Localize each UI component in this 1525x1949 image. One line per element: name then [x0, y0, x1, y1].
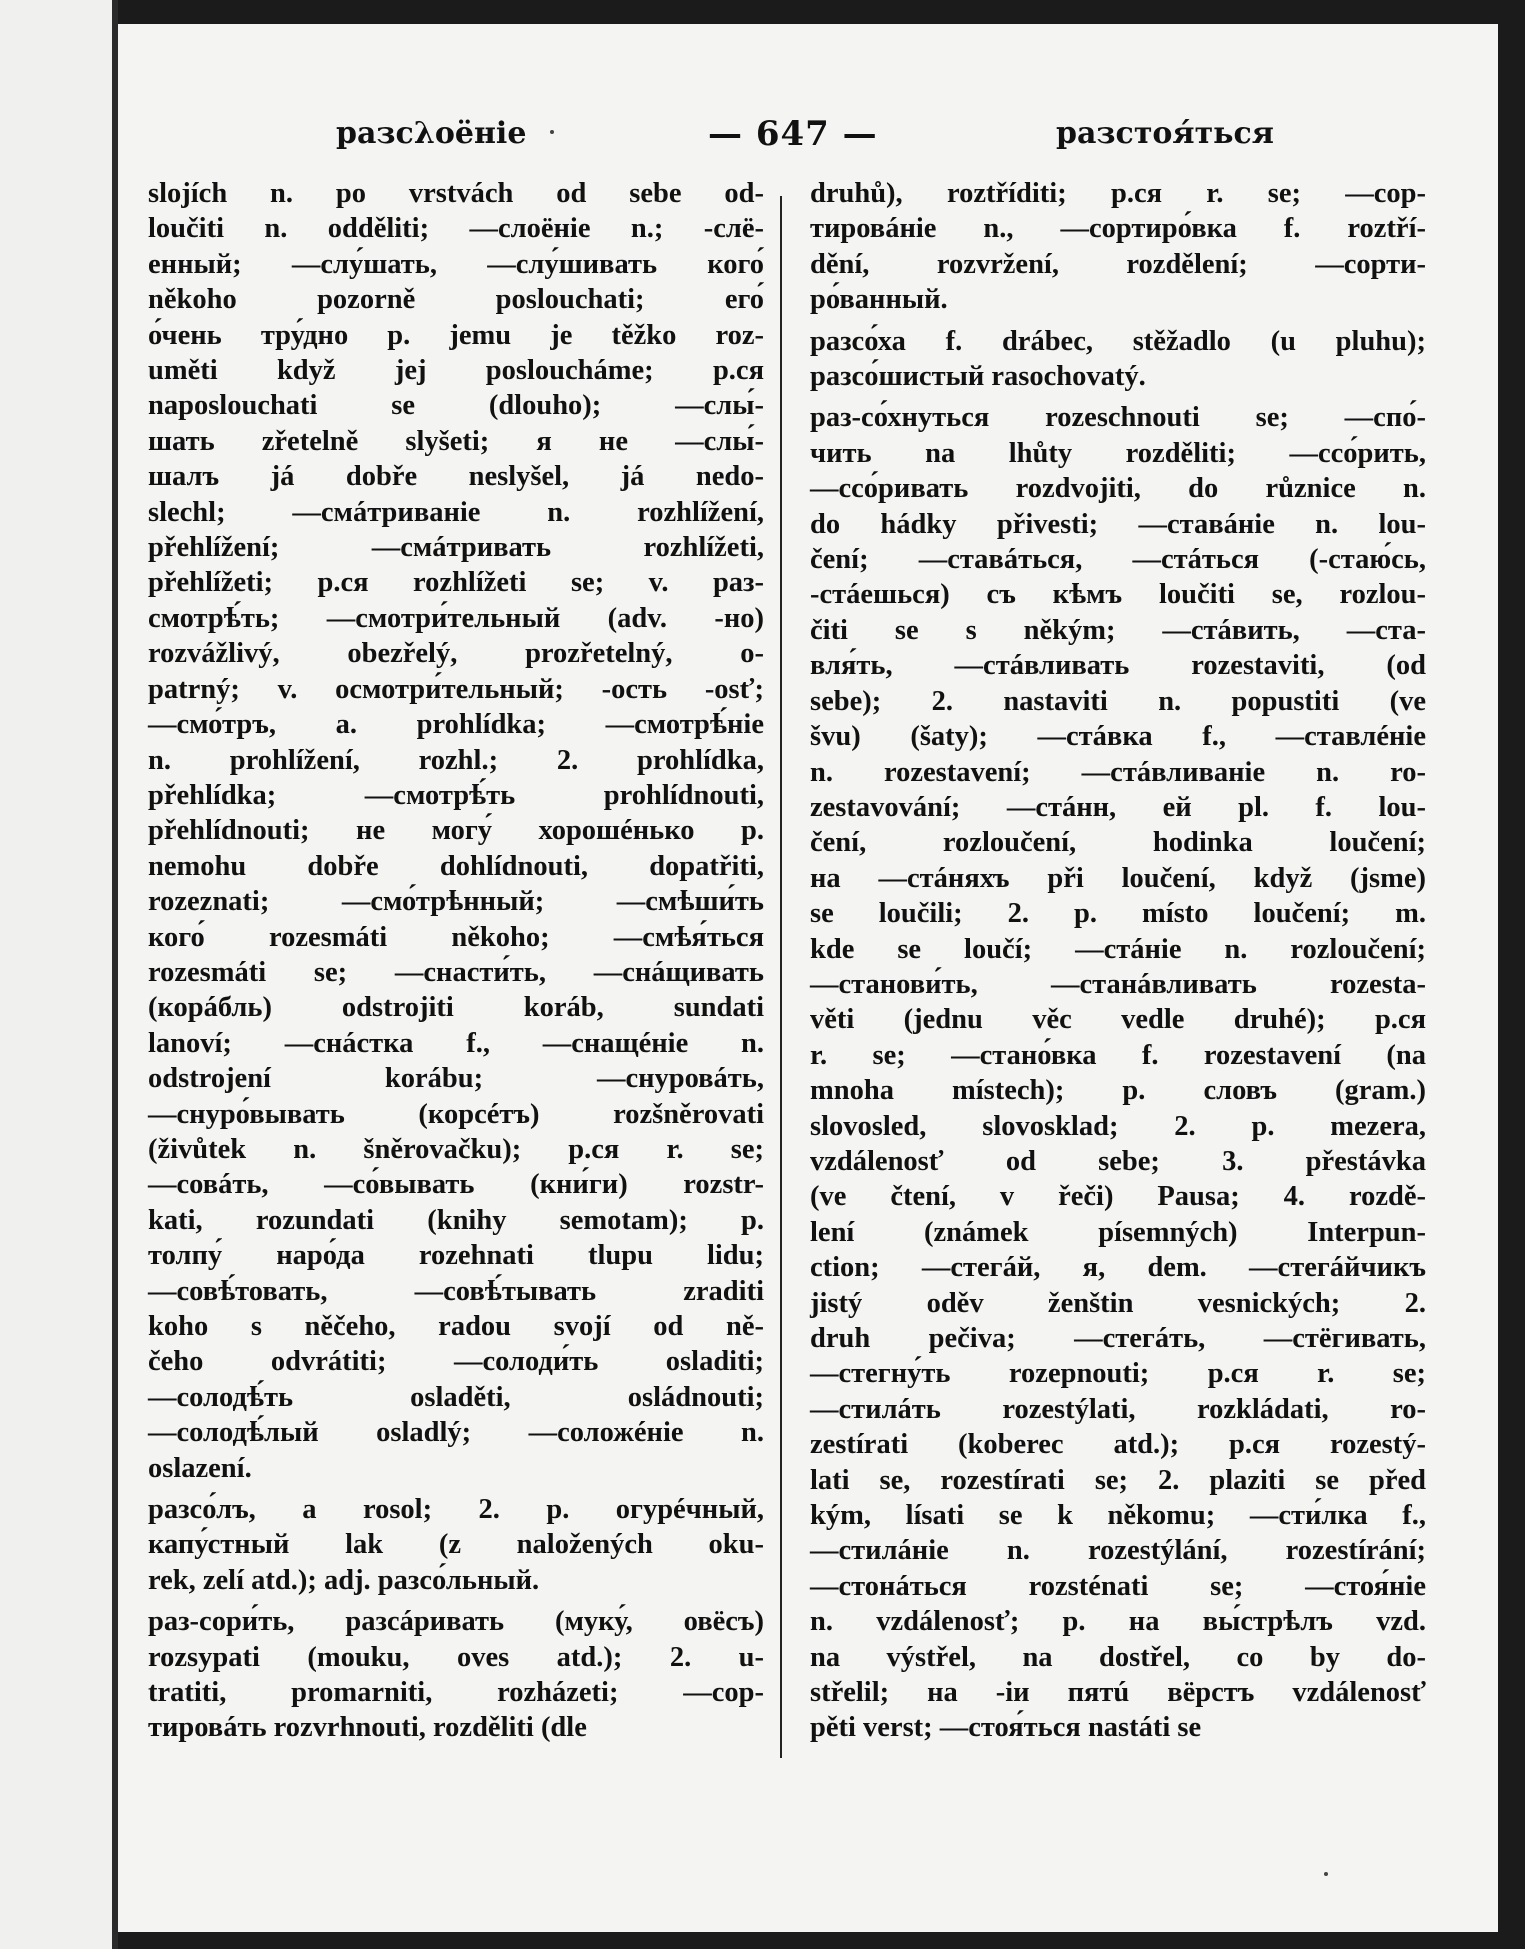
- entry-line: смотрѣ́ть; —смотри́тельный (adv. -но): [148, 602, 764, 634]
- entry-line: koho s něčeho, radou svojí od ně-: [148, 1311, 764, 1342]
- entry-line: (ve čtení, v řeči) Pausa; 4. rozdě-: [810, 1181, 1426, 1213]
- entry-line: odstrojení korábu; —снуровáть,: [148, 1063, 764, 1095]
- entry-line: (živůtek n. šněrovačku); p.ся r. se;: [148, 1133, 764, 1165]
- entry-line: čiti se s někým; —стáвить, —ста-: [810, 614, 1426, 646]
- entry-line: —стилáть rozestýlati, rozkládati, ro-: [810, 1393, 1426, 1425]
- entry-line: pěti verst; —стоя́ться nastáti se: [810, 1712, 1202, 1744]
- entry-line: lati se, rozestírati se; 2. plaziti se před: [810, 1464, 1426, 1496]
- print-speck: [1324, 1872, 1328, 1876]
- entry-line: čení; —ставáться, —стáться (-стаю́сь,: [810, 544, 1426, 576]
- entry-line: —совáть, —со́вывать (кни́ги) rozstr-: [148, 1169, 764, 1201]
- print-speck: [550, 130, 554, 134]
- entry-line: n. prohlížení, rozhl.; 2. prohlídka,: [148, 744, 764, 776]
- left-column: [148, 176, 764, 1752]
- entry-line: slechl; —смáтриваніе n. rozhlížení,: [148, 496, 764, 528]
- entry-line: vzdálenosť od sebe; 3. přestávka: [810, 1145, 1426, 1177]
- entry-line: о́чень тру́дно p. jemu je těžko roz-: [148, 319, 764, 351]
- entry-line: švu) (šaty); —стáвка f., —ставлéніе: [810, 721, 1426, 753]
- entry-line: енный; —слу́шать, —слу́шивать кого́: [148, 248, 764, 280]
- entry-line: —станови́ть, —станáвливать rozesta-: [810, 968, 1426, 1000]
- entry-line: вля́ть, —стáвливать rozestaviti, (od: [810, 650, 1426, 682]
- dictionary-entry: [810, 324, 1426, 395]
- entry-line: přehlížeti; p.ся rozhlížeti se; v. раз-: [148, 567, 764, 599]
- guide-word-right: разстоя́ться: [1056, 116, 1274, 151]
- entry-line: толпу́ наро́да rozehnati tlupu lidu;: [148, 1240, 764, 1272]
- entry-line: věti (jednu věc vedle druhé); p.ся: [810, 1004, 1426, 1036]
- entry-line: разсо́шистый rasochovatý.: [810, 361, 1146, 393]
- entry-line: uměti když jej posloucháme; p.ся: [148, 355, 764, 387]
- entry-line: rek, zelí atd.); adj. разсо́льный.: [148, 1564, 540, 1596]
- dictionary-entry: [148, 1604, 764, 1746]
- entry-line: —стонáться rozsténati se; —стоя́ніе: [810, 1570, 1426, 1602]
- dictionary-entry: [810, 176, 1426, 318]
- entry-line: dění, rozvržení, rozdělení; —сорти-: [810, 248, 1426, 280]
- entry-line: přehlídnouti; не могу́ хорошéнько p.: [148, 815, 764, 847]
- dictionary-entry: [148, 176, 764, 1486]
- page-header: [118, 116, 1498, 166]
- page-number: — 647 —: [708, 114, 878, 154]
- entry-line: раз-со́хнуться rozeschnouti se; —спо́-: [810, 402, 1426, 434]
- facing-page-edge: [0, 0, 118, 1949]
- entry-line: tratiti, promarniti, rozházeti; —сор-: [148, 1677, 764, 1709]
- entry-line: тировáніе n., —сортиро́вка f. roztří-: [810, 213, 1426, 245]
- entry-line: rozsypati (mouku, oves atd.); 2. u-: [148, 1641, 764, 1673]
- entry-line: —солодѣ́лый osladlý; —соложéніе n.: [148, 1417, 764, 1449]
- entry-line: na výstřel, na dostřel, co by do-: [810, 1641, 1426, 1673]
- entry-line: —стилáніе n. rozestýlání, rozestírání;: [810, 1535, 1426, 1567]
- right-column: [810, 176, 1426, 1752]
- entry-line: n. vzdálenosť; p. на вы́стрѣлъ vzd.: [810, 1606, 1426, 1638]
- entry-line: přehlídka; —смотрѣ́ть prohlídnouti,: [148, 779, 764, 811]
- entry-line: тировáть rozvrhnouti, rozděliti (dle: [148, 1712, 587, 1744]
- entry-line: —стегну́ть rozepnouti; p.ся r. se;: [810, 1358, 1426, 1390]
- entry-line: střelil; на -іи пятú вёрстъ vzdálenosť: [810, 1677, 1426, 1709]
- entry-line: ction; —стегáй, я, dem. —стегáйчикъ: [810, 1252, 1426, 1284]
- entry-line: slovosled, slovosklad; 2. p. mezera,: [810, 1110, 1426, 1142]
- entry-line: —смо́тръ, a. prohlídka; —смотрѣ́ніе: [148, 709, 764, 741]
- entry-line: —совѣ́товать, —совѣ́тывать zraditi: [148, 1275, 764, 1307]
- entry-line: oslazení.: [148, 1452, 252, 1484]
- entry-line: (корáбль) odstrojiti koráb, sundati: [148, 992, 764, 1024]
- entry-line: —солодѣ́ть osladěti, osládnouti;: [148, 1381, 764, 1413]
- entry-line: do hádky přivesti; —ставáніе n. lou-: [810, 508, 1426, 540]
- entry-line: lanoví; —снáстка f., —снащéніе n.: [148, 1027, 764, 1059]
- entry-line: nemohu dobře dohlídnouti, dopatřiti,: [148, 850, 764, 882]
- entry-line: n. rozestavení; —стáвливаніе n. ro-: [810, 756, 1426, 788]
- entry-line: на —стáняхъ při loučení, když (jsme): [810, 862, 1426, 894]
- entry-line: čeho odvrátiti; —солоди́ть osladiti;: [148, 1346, 764, 1378]
- entry-line: zestírati (koberec atd.); p.ся rozestý-: [810, 1429, 1426, 1461]
- entry-line: druh pečiva; —стегáть, —стёгивать,: [810, 1323, 1426, 1354]
- entry-line: капу́стный lak (z naložených oku-: [148, 1529, 764, 1561]
- entry-line: шать zřetelně slyšeti; я не —слы́-: [148, 425, 764, 457]
- entry-line: rozvážlivý, obezřelý, prozřetelný, o-: [148, 638, 764, 670]
- entry-line: r. se; —стано́вка f. rozestavení (na: [810, 1039, 1426, 1071]
- dictionary-entry: [148, 1492, 764, 1598]
- entry-line: rozeznati; —смо́трѣнный; —смѣши́ть: [148, 886, 764, 918]
- entry-line: —ссо́ривать rozdvojiti, do různice n.: [810, 473, 1426, 505]
- column-divider: [780, 196, 782, 1758]
- entry-line: кого́ rozesmáti někoho; —смѣя́ться: [148, 921, 764, 953]
- entry-line: ро́ванный.: [810, 284, 948, 316]
- entry-line: loučiti n. odděliti; —слоёніе n.; -слё-: [148, 213, 764, 245]
- entry-line: —снуро́вывать (корсéтъ) rozšněrovati: [148, 1098, 764, 1130]
- entry-line: přehlížení; —смáтривать rozhlížeti,: [148, 532, 764, 564]
- entry-line: rozesmáti se; —снасти́ть, —снáщивать: [148, 956, 764, 988]
- entry-line: čení, rozloučení, hodinka loučení;: [810, 827, 1426, 859]
- entry-line: kde se loučí; —стáніе n. rozloučení;: [810, 933, 1426, 965]
- entry-line: раз-сори́ть, разсáривать (муку́, овёсъ): [148, 1606, 764, 1638]
- entry-line: -стáешься) съ кѣмъ loučiti se, rozlou-: [810, 579, 1426, 611]
- entry-line: разсо́ха f. drábec, stěžadlo (u pluhu);: [810, 325, 1426, 357]
- entry-line: lení (známek písemných) Interpun-: [810, 1216, 1426, 1248]
- dictionary-entry: [810, 400, 1426, 1745]
- entry-line: naposlouchati se (dlouho); —слы́-: [148, 390, 764, 422]
- entry-line: sebe); 2. nastaviti n. popustiti (ve: [810, 685, 1426, 717]
- entry-line: patrný; v. осмотри́тельный; -ость -osť;: [148, 673, 764, 705]
- entry-line: шалъ já dobře neslyšel, já nedo-: [148, 461, 764, 493]
- entry-line: kati, rozundati (knihy semotam); p.: [148, 1204, 764, 1236]
- entry-line: zestavování; —стáнн, ей pl. f. lou-: [810, 791, 1426, 823]
- entry-line: разсо́лъ, a rosol; 2. p. огурéчный,: [148, 1494, 764, 1526]
- entry-line: druhů), roztříditi; p.ся r. se; —сор-: [810, 178, 1426, 209]
- entry-line: jistý oděv ženštin vesnických; 2.: [810, 1287, 1426, 1319]
- entry-line: mnoha místech); p. словъ (gram.): [810, 1075, 1426, 1107]
- dictionary-page: [118, 24, 1498, 1932]
- entry-line: slojích n. po vrstvách od sebe od-: [148, 178, 764, 209]
- guide-word-left: разсλоёніе: [336, 116, 527, 151]
- entry-line: чить na lhůty rozděliti; —ссо́рить,: [810, 437, 1426, 469]
- entry-line: se loučili; 2. p. místo loučení; m.: [810, 898, 1426, 930]
- entry-line: kým, lísati se k někomu; —сти́лка f.,: [810, 1500, 1426, 1532]
- entry-line: někoho pozorně poslouchati; его́: [148, 284, 764, 316]
